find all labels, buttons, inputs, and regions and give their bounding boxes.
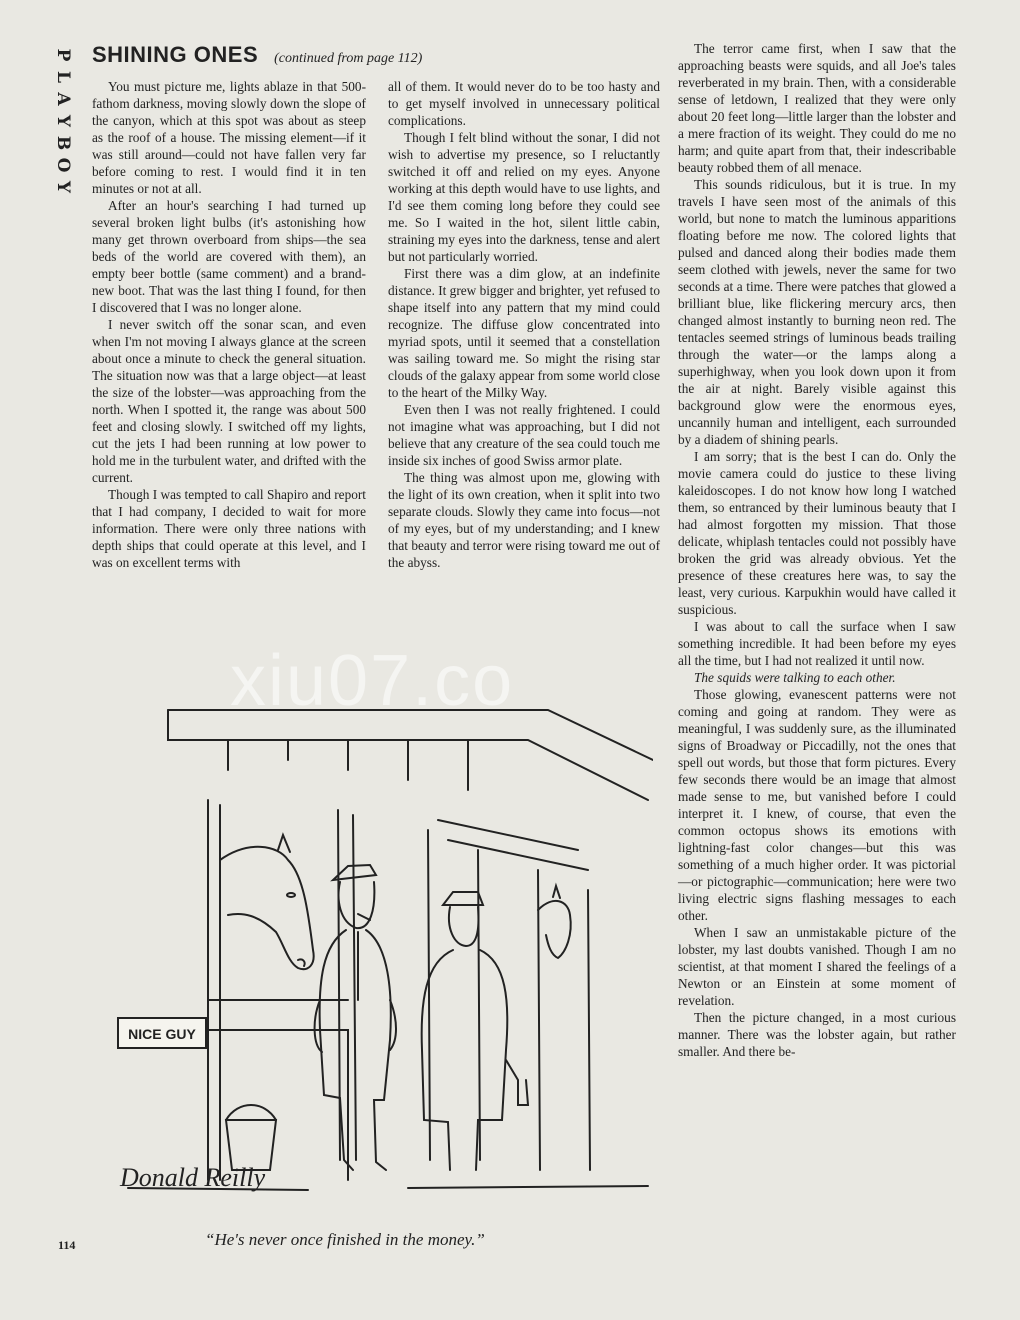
logo-letter: B: [53, 135, 73, 151]
logo-letter: P: [53, 48, 73, 62]
cartoon-caption: “He's never once finished in the money.”: [205, 1230, 485, 1249]
continued-note: (continued from page 112): [274, 51, 423, 66]
paragraph: I was about to call the surface when I saw something incredible. It had been before my eyes all the time, but I had not realized it until now.: [678, 619, 956, 668]
paragraph: First there was a dim glow, at an indefinite distance. It grew bigger and brighter, yet refused to shape itself into any pattern that my mind could recognize. The diffuse glow concentrated into myriad spots, until it seemed that a constellation was sailing toward me. So might the rising star clouds of the galaxy appear from some world close to the heart of the Milky Way.: [388, 266, 660, 400]
paragraph: Though I felt blind without the sonar, I did not wish to advertise my presence, so I reluctantly switched it off and relied on my eyes. Anyone working at this depth would have to use lights, and I'd see them coming long before they could see me. So I waited in the hot, silent little cabin, straining my eyes into the darkness, tense and alert but not particularly worried.: [388, 130, 660, 264]
paragraph: I never switch off the sonar scan, and even when I'm not moving I always glance at the screen about once a minute to check the general situation. The situation now was that a large object—at least the size of the lobster—was approaching from the north. When I spotted it, the range was about 500 feet and closing slowly. I switched off my lights, cut the jets I had been running at low power to hold me in the turbulent water, and drifted with the current.: [92, 317, 366, 485]
artist-signature: Donald Reilly: [120, 1163, 266, 1192]
paragraph: This sounds ridiculous, but it is true. In my travels I have seen most of the animals of this world, but none to match the luminous apparitions floating before me now. The colored lights that pulsed and danced along their bodies made them seem clothed with jewels, never the same for two seconds at a time. There were patches that glowed a brilliant blue, like flickering mercury arcs, then changed almost instantly to burning neon red. The tentacles seemed strings of luminous beads trailing through the water—or the lamps along a superhighway, when you look down upon it from the air at night. Barely visible against this background glow were the enormous eyes, uncannily human and intelligent, each surrounded by a diadem of shining pearls.: [678, 177, 956, 447]
logo-letter: Y: [53, 114, 73, 128]
text-column-3: [678, 40, 956, 1060]
text-column-1: [92, 78, 366, 571]
logo-letter: L: [53, 71, 73, 83]
cartoon-illustration: [108, 700, 653, 1205]
paragraph: The terror came first, when I saw that the approaching beasts were squids, and all Joe's tales reverberated in my brain. Then, with a considerable sense of letdown, I realized that they were only about 20 feet long—little larger than the lobster and a mere fraction of its weight. They could do me no harm; and quite apart from that, their indescribable beauty robbed them of all menace.: [678, 41, 956, 175]
paragraph: all of them. It would never do to be too hasty and to get myself involved in unnecessary political complications.: [388, 79, 660, 128]
nice-guy-sign-text: NICE GUY: [128, 1026, 196, 1042]
article-title: SHINING ONES: [92, 42, 259, 67]
paragraph: Those glowing, evanescent patterns were not coming and going at random. They were as meaningful, I was suddenly sure, as the illuminated signs of Broadway or Piccadilly, not the ones that spell out words, but those that form pictures. Every few seconds there would be an image that almost made sense to me, but vanished before I could interpret it. I knew, of course, that even the common octopus shows its emotions with lightning-fast color changes—but this was something of a much higher order. It was pictorial—or pictographic—communication; here were two living electric signs flashing messages to each other.: [678, 687, 956, 923]
paragraph: After an hour's searching I had turned up several broken light bulbs (it's astonishing how many get thrown overboard from ships—the sea beds of the world are covered with them), an empty beer bottle (same comment) and a brand-new boot. That was the last thing I found, for then I discovered that I was no longer alone.: [92, 198, 366, 315]
logo-letter: O: [53, 157, 73, 173]
paragraph: Even then I was not really frightened. I could not imagine what was approaching, but I did not believe that any creature of the sea could touch me inside six inches of good Swiss armor plate.: [388, 402, 660, 468]
page-number: 114: [58, 1238, 76, 1252]
paragraph: Then the picture changed, in a most curious manner. There was the lobster again, but rather smaller. And there be-: [678, 1010, 956, 1059]
watermark: xiu07.co: [230, 641, 515, 721]
paragraph: I am sorry; that is the best I can do. Only the movie camera could do justice to these living kaleidoscopes. I do not know how long I watched them, so entranced by their luminous beauty that I had almost forgotten my mission. That those delicate, whiplash tentacles could not possibly have broken the grid was already obvious. Yet the presence of these creatures here was, to say the least, very curious. Karpukhin would have called it suspicious.: [678, 449, 956, 617]
paragraph: You must picture me, lights ablaze in that 500-fathom darkness, moving slowly down the slope of the canyon, which at this spot was about as steep as the roof of a house. The missing element—if it was still around—could not have fallen very far before coming to rest. I would find it in ten minutes or not at all.: [92, 79, 366, 196]
paragraph: The thing was almost upon me, glowing with the light of its own creation, when it split into two separate clouds. Slowly they came into focus—not of my eyes, but of my understanding; and I knew that beauty and terror were rising toward me out of the abyss.: [388, 470, 660, 570]
text-column-2: [388, 78, 660, 571]
paragraph: The squids were talking to each other.: [694, 670, 896, 685]
logo-letter: A: [53, 92, 73, 106]
logo-letter: Y: [53, 180, 73, 194]
paragraph: Though I was tempted to call Shapiro and report that I had company, I decided to wait for more information. There were only three nations with depth ships that could operate at this level, and I was on excellent terms with: [92, 487, 366, 570]
paragraph: When I saw an unmistakable picture of the lobster, my last doubts vanished. Though I am no scientist, at that moment I shared the feelings of a Newton or an Einstein at some moment of revelation.: [678, 925, 956, 1008]
magazine-side-logo: [52, 44, 74, 194]
article-header: [92, 42, 422, 68]
